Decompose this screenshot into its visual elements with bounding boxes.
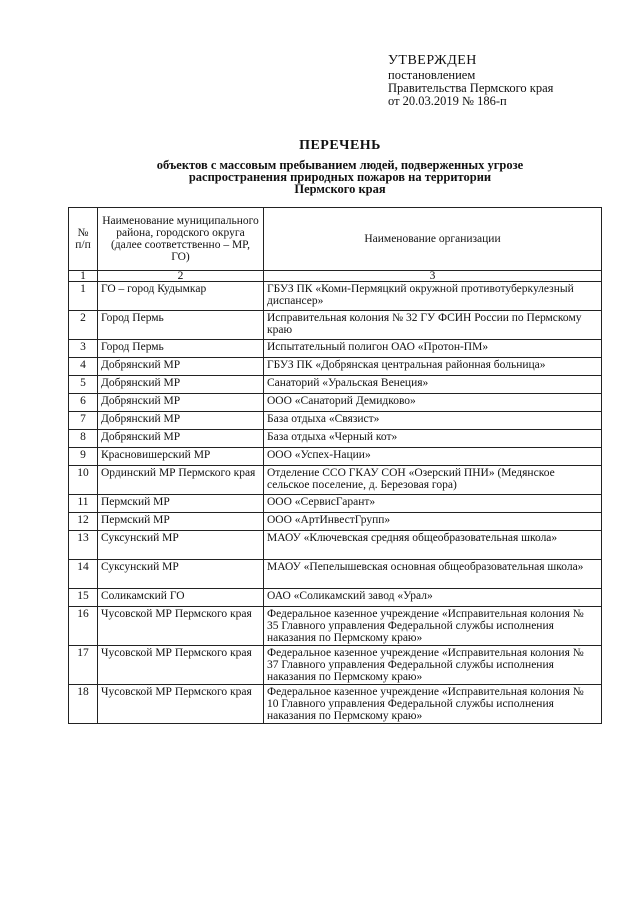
row-number: 5 xyxy=(69,376,98,394)
row-number: 12 xyxy=(69,513,98,531)
row-organization: Отделение ССО ГКАУ СОН «Озерский ПНИ» (Медянское сельское поселение, д. Березовая гора) xyxy=(264,466,602,495)
row-organization: ГБУЗ ПК «Добрянская центральная районная больница» xyxy=(264,358,602,376)
row-district: Чусовской МР Пермского края xyxy=(98,646,264,685)
row-number: 4 xyxy=(69,358,98,376)
document-subtitle-line: объектов с массовым пребыванием людей, подверженных угрозе xyxy=(156,158,524,172)
row-district: Пермский МР xyxy=(98,495,264,513)
row-number: 2 xyxy=(69,311,98,340)
row-organization: База отдыха «Связист» xyxy=(264,412,602,430)
row-district: Чусовской МР Пермского края xyxy=(98,607,264,646)
approval-stamp-title: УТВЕРЖДЕН xyxy=(388,53,477,68)
row-organization: База отдыха «Черный кот» xyxy=(264,430,602,448)
row-organization: ООО «Успех-Нации» xyxy=(264,448,602,466)
table-header-row xyxy=(69,208,602,271)
table-row xyxy=(69,607,602,646)
row-district: Добрянский МР xyxy=(98,412,264,430)
approval-line: постановлением xyxy=(388,68,476,82)
row-organization: Федеральное казенное учреждение «Исправительная колония № 10 Главного управления Федеральной службы исполнения наказания по Пермскому краю» xyxy=(264,685,602,724)
row-district: Город Пермь xyxy=(98,340,264,358)
row-number: 6 xyxy=(69,394,98,412)
row-district: Добрянский МР xyxy=(98,376,264,394)
table-row xyxy=(69,448,602,466)
row-organization: Федеральное казенное учреждение «Исправительная колония № 35 Главного управления Федеральной службы исполнения наказания по Пермскому краю» xyxy=(264,607,602,646)
row-district: Пермский МР xyxy=(98,513,264,531)
row-organization: ООО «Санаторий Демидково» xyxy=(264,394,602,412)
row-organization: Испытательный полигон ОАО «Протон-ПМ» xyxy=(264,340,602,358)
table-row xyxy=(69,495,602,513)
row-number: 16 xyxy=(69,607,98,646)
column-numbering-row xyxy=(69,271,602,282)
row-district: Суксунский МР xyxy=(98,560,264,589)
document-subtitle-line: Пермского края xyxy=(294,182,386,196)
row-number: 15 xyxy=(69,589,98,607)
row-number: 7 xyxy=(69,412,98,430)
row-number: 3 xyxy=(69,340,98,358)
row-number: 11 xyxy=(69,495,98,513)
row-district: Ординский МР Пермского края xyxy=(98,466,264,495)
row-district: Соликамский ГО xyxy=(98,589,264,607)
table-row xyxy=(69,560,602,589)
row-number: 8 xyxy=(69,430,98,448)
table-row xyxy=(69,311,602,340)
row-district: Суксунский МР xyxy=(98,531,264,560)
table-row xyxy=(69,646,602,685)
table-row xyxy=(69,412,602,430)
row-district: Добрянский МР xyxy=(98,394,264,412)
column-number: 2 xyxy=(98,271,264,282)
approval-block xyxy=(388,54,628,108)
document-subtitle-line: распространения природных пожаров на территории xyxy=(188,170,492,184)
row-organization: ГБУЗ ПК «Коми-Пермяцкий окружной противотуберкулезный диспансер» xyxy=(264,282,602,311)
table-row xyxy=(69,513,602,531)
row-number: 9 xyxy=(69,448,98,466)
approval-line: Правительства Пермского края xyxy=(388,81,554,95)
table-row xyxy=(69,430,602,448)
row-organization: Исправительная колония № 32 ГУ ФСИН России по Пермскому краю xyxy=(264,311,602,340)
row-number: 13 xyxy=(69,531,98,560)
column-number: 3 xyxy=(264,271,602,282)
row-district: ГО – город Кудымкар xyxy=(98,282,264,311)
row-number: 17 xyxy=(69,646,98,685)
table-row xyxy=(69,340,602,358)
row-district: Добрянский МР xyxy=(98,430,264,448)
row-organization: Санаторий «Уральская Венеция» xyxy=(264,376,602,394)
table-row xyxy=(69,376,602,394)
row-organization: МАОУ «Ключевская средняя общеобразовательная школа» xyxy=(264,531,602,560)
objects-table xyxy=(68,207,602,724)
table-row xyxy=(69,282,602,311)
row-organization: ООО «СервисГарант» xyxy=(264,495,602,513)
row-number: 18 xyxy=(69,685,98,724)
document-title: ПЕРЕЧЕНЬ xyxy=(299,138,381,153)
column-number: 1 xyxy=(69,271,98,282)
header-organization: Наименование организации xyxy=(264,208,602,271)
table-row xyxy=(69,358,602,376)
table-row xyxy=(69,589,602,607)
row-number: 10 xyxy=(69,466,98,495)
row-district: Добрянский МР xyxy=(98,358,264,376)
row-district: Город Пермь xyxy=(98,311,264,340)
row-organization: Федеральное казенное учреждение «Исправительная колония № 37 Главного управления Федеральной службы исполнения наказания по Пермскому краю» xyxy=(264,646,602,685)
row-organization: МАОУ «Пепелышевская основная общеобразовательная школа» xyxy=(264,560,602,589)
header-number: № п/п xyxy=(69,208,98,271)
row-number: 14 xyxy=(69,560,98,589)
table-row xyxy=(69,394,602,412)
table-row xyxy=(69,466,602,495)
row-organization: ОАО «Соликамский завод «Урал» xyxy=(264,589,602,607)
row-district: Красновишерский МР xyxy=(98,448,264,466)
document-heading xyxy=(90,138,590,195)
table-row xyxy=(69,685,602,724)
row-organization: ООО «АртИнвестГрупп» xyxy=(264,513,602,531)
table-row xyxy=(69,531,602,560)
row-number: 1 xyxy=(69,282,98,311)
approval-line: от 20.03.2019 № 186-п xyxy=(388,94,507,108)
header-district: Наименование муниципального района, городского округа (далее соответственно – МР, ГО) xyxy=(98,208,264,271)
row-district: Чусовской МР Пермского края xyxy=(98,685,264,724)
